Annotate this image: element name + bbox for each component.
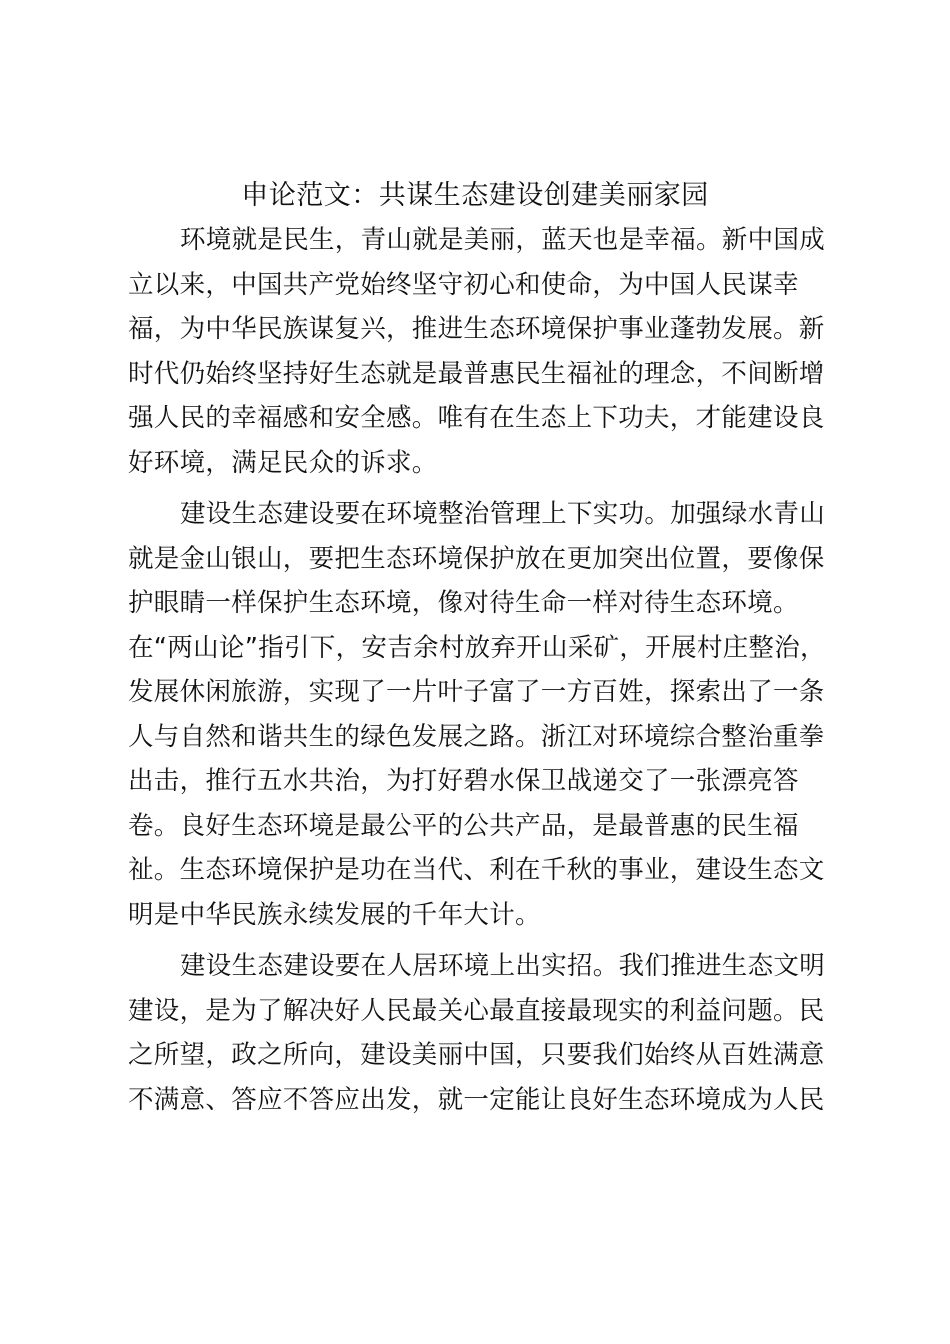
paragraph-3 [128,944,824,1122]
text-line: 建设，是为了解决好人民最关心最直接最现实的利益问题。民 [128,995,825,1026]
text-line: 之所望，政之所向，建设美丽中国，只要我们始终从百姓满意 [128,1040,825,1070]
text-line: 明是中华民族永续发展的千年大计。 [128,899,541,930]
text-line: 护眼睛一样保护生态环境，像对待生命一样对待生态环境。 [128,588,799,618]
document-title: 申论范文：共谋生态建设创建美丽家园 [241,180,709,211]
text-line: 建设生态建设要在人居环境上出实招。我们推进生态文明 [180,951,826,981]
text-line: 祉。生态环境保护是功在当代、利在千秋的事业，建设生态文 [128,855,825,885]
text-line: 出击，推行五水共治，为打好碧水保卫战递交了一张漂亮答 [128,766,799,796]
text-line: 发展休闲旅游，实现了一片叶子富了一方百姓，探索出了一条 [128,677,825,707]
paragraph-2 [128,492,824,937]
text-line: 人与自然和谐共生的绿色发展之路。浙江对环境综合整治重拳 [128,721,825,752]
text-line: 不满意、答应不答应出发，就一定能让良好生态环境成为人民 [128,1084,825,1115]
text-line: 好环境，满足民众的诉求。 [128,447,438,478]
document-body [128,218,824,1122]
paragraph-1 [128,218,824,485]
text-line: 福，为中华民族谋复兴，推进生态环境保护事业蓬勃发展。新 [128,314,825,344]
text-line: 卷。良好生态环境是最公平的公共产品，是最普惠的民生福 [128,810,799,841]
text-line: 立以来，中国共产党始终坚守初心和使命，为中国人民谋幸 [128,269,799,300]
text-line: 时代仍始终坚持好生态就是最普惠民生福祉的理念，不间断增 [128,358,825,389]
text-line: 就是金山银山，要把生态环境保护放在更加突出位置，要像保 [128,543,825,574]
text-line: 在“两山论”指引下，安吉余村放弃开山采矿，开展村庄整治， [128,632,826,663]
text-line: 强人民的幸福感和安全感。唯有在生态上下功夫，才能建设良 [128,403,825,433]
text-line: 建设生态建设要在环境整治管理上下实功。加强绿水青山 [180,499,826,529]
text-line: 环境就是民生，青山就是美丽，蓝天也是幸福。新中国成 [180,225,826,255]
